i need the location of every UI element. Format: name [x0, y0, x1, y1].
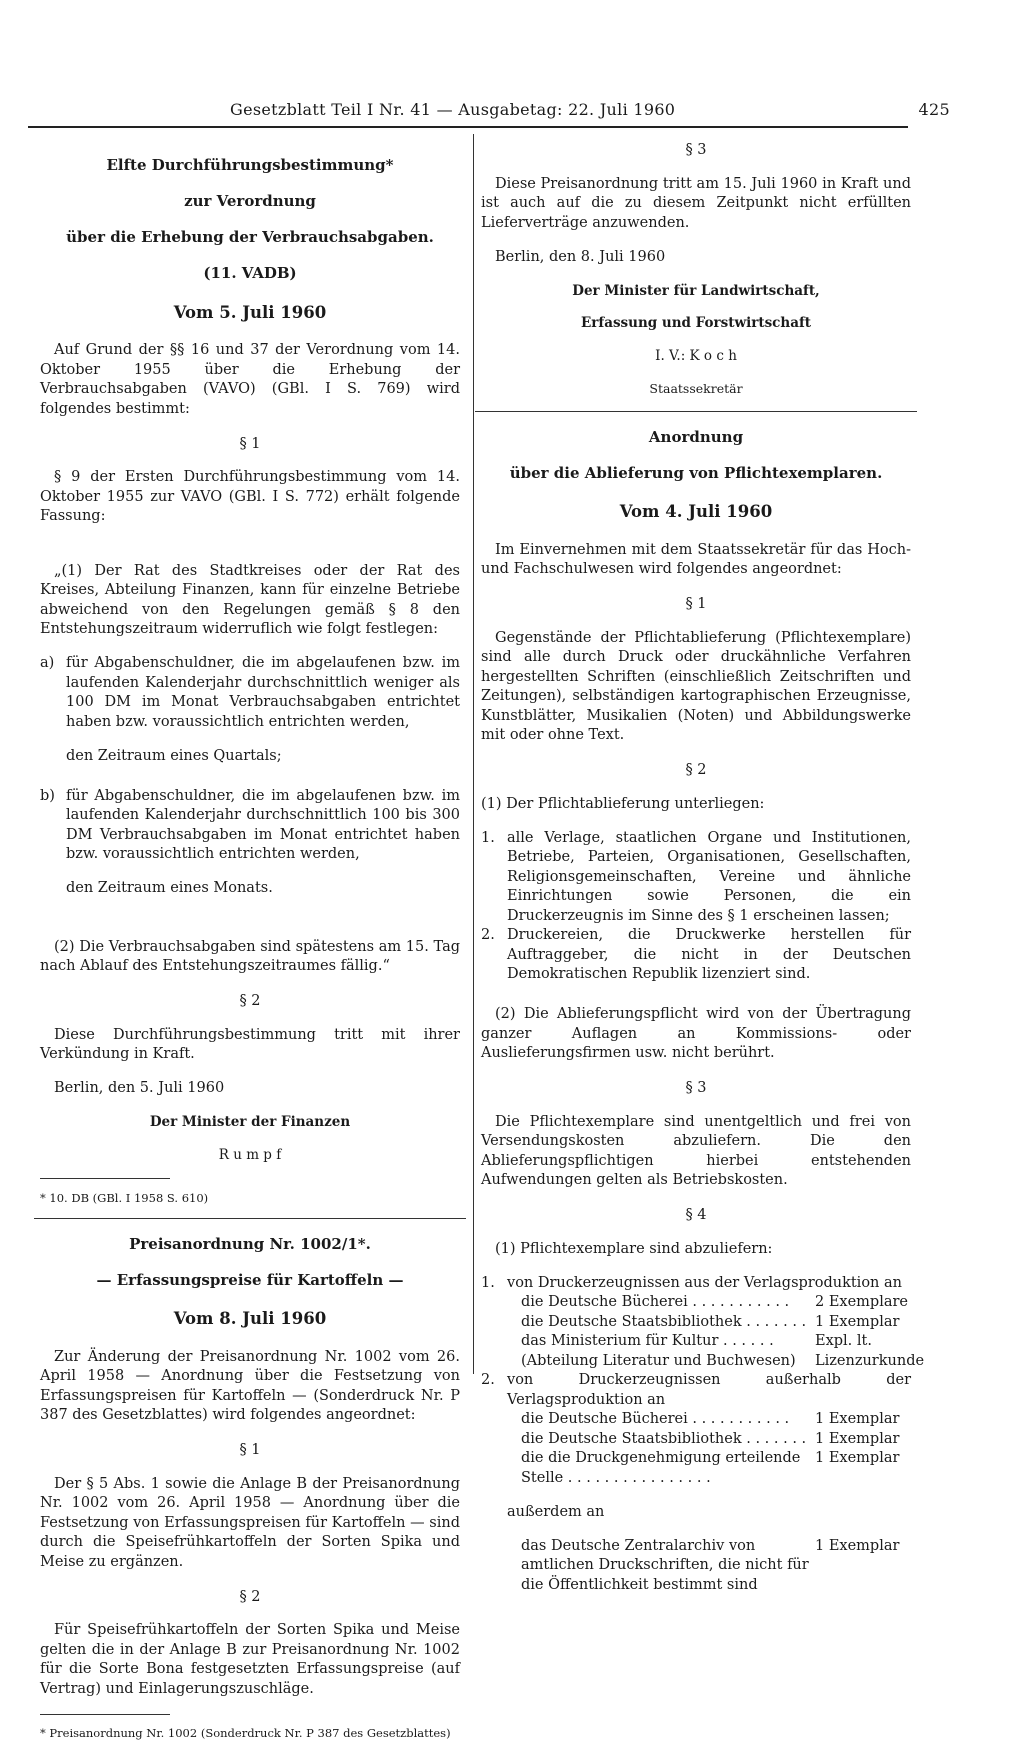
section-heading: § 2 [239, 1588, 261, 1605]
signature-title: Der Minister für Landwirtschaft, [572, 282, 820, 299]
copy-count: 1 Exemplar [815, 1537, 900, 1554]
doc-title-line2: — Erfassungspreise für Kartoffeln — [96, 1270, 404, 1289]
copy-count: 1 Exemplar [815, 1313, 900, 1330]
list-label: a) [40, 655, 55, 671]
section-heading: § 1 [239, 1442, 261, 1458]
doc-title-line2: über die Ablieferung von Pflichtexemplaren. [509, 463, 883, 482]
section-heading: § 4 [685, 1207, 707, 1223]
section-heading: § 1 [239, 435, 261, 452]
doc-title-line1: Preisanordnung Nr. 1002/1*. [129, 1234, 371, 1253]
section-paragraph: Diese Preisanordnung tritt am 15. Juli 1960 in Kraft und ist auch auf die zu diesem Zeitpunkt nicht erfüllten Lieferverträge anzuwenden. [481, 175, 911, 231]
table-row [521, 1430, 911, 1450]
intro-paragraph: Im Einvernehmen mit dem Staatssekretär für das Hoch- und Fachschulwesen wird folgendes angeordnet: [481, 541, 911, 577]
quoted-paragraph: (2) Die Verbrauchsabgaben sind spätestens am 15. Tag nach Ablauf des Entstehungszeitraumes fällig.“ [40, 938, 460, 974]
list-text: alle Verlage, staatlichen Organe und Institutionen, Betriebe, Parteien, Organisationen, Gesellschaften, Religionsgemeinschaften, Vereine und ähnliche Einrichtungen sowie Personen, die ein Druckerzeugnis im Sinne des § 1 erscheinen lassen; [507, 829, 911, 924]
doc-date: Vom 8. Juli 1960 [173, 1309, 327, 1328]
section-paragraph: Die Pflichtexemplare sind unentgeltlich und frei von Versendungskosten abzuliefern. Die den Ablieferungspflichtigen hierbei entstehenden Aufwendungen gelten als Betriebskosten. [481, 1113, 911, 1188]
header-title: Gesetzblatt Teil I Nr. 41 — Ausgabetag: 22. Juli 1960 [230, 100, 676, 119]
recipient-name: die Deutsche Staatsbibliothek . . . . . . . [521, 1313, 807, 1330]
quoted-paragraph: „(1) Der Rat des Stadtkreises oder der Rat des Kreises, Abteilung Finanzen, kann für einzelne Betriebe abweichend von den Regelungen gemäß § 8 den Entstehungszeitraum widerruflich wie folgt festlegen: [40, 562, 460, 637]
copy-count: 2 Exemplare [815, 1294, 909, 1310]
doc-title-line4: (11. VADB) [203, 264, 297, 282]
recipient-table [481, 1410, 911, 1488]
section-paragraph: § 9 der Ersten Durchführungsbestimmung vom 14. Oktober 1955 zur VAVO (GBl. I S. 772) erhält folgende Fassung: [40, 469, 460, 524]
signature-name: R u m p f [218, 1146, 282, 1163]
footnote-rule [40, 1178, 170, 1179]
section-paragraph: (2) Die Ablieferungspflicht wird von der Übertragung ganzer Auflagen an Kommissions- oder Auslieferungsfirmen usw. nicht berührt. [481, 1006, 911, 1061]
recipient-name: die Deutsche Bücherei . . . . . . . . . . . [521, 1294, 790, 1310]
section-paragraph: Diese Durchführungsbestimmung tritt mit ihrer Verkündung in Kraft. [40, 1026, 460, 1062]
doc-title-line1: Elfte Durchführungsbestimmung* [106, 156, 394, 174]
doc-date: Vom 4. Juli 1960 [619, 502, 773, 521]
list-text: Druckereien, die Druckwerke herstellen für Auftraggeber, die nicht in der Deutschen Demokratischen Republik lizenziert sind. [507, 927, 911, 982]
section-paragraph: Gegenstände der Pflichtablieferung (Pflichtexemplare) sind alle durch Druck oder druckähnliche Verfahren hergestellten Schriften (einschließlich Zeitschriften und Zeitungen), selbständigen kartographischen Erzeugnisse, Kunstblätter, Musikalien (Noten) und Abbildungswerke mit oder ohne Text. [481, 629, 911, 743]
list-label: 2. [481, 1372, 495, 1388]
copy-count: 1 Exemplar [815, 1411, 900, 1427]
list-label: 1. [481, 829, 495, 846]
section-heading: § 3 [685, 1080, 707, 1096]
section-paragraph: (1) Pflichtexemplare sind abzuliefern: [495, 1240, 773, 1257]
signature-name: I. V.: K o c h [655, 347, 737, 364]
recipient-name: die die Druckgenehmigung erteilende Stelle . . . . . . . . . . . . . . . . [521, 1450, 801, 1486]
list-label: b) [40, 787, 55, 804]
list-item [40, 787, 460, 865]
section-heading: § 1 [685, 596, 707, 612]
doc-date: Vom 5. Juli 1960 [173, 302, 327, 322]
page-number: 425 [918, 100, 950, 119]
section-heading: § 2 [685, 762, 707, 778]
section-heading: § 2 [239, 993, 261, 1009]
price-order-1002-1 [40, 1234, 460, 1742]
table-row [521, 1293, 911, 1313]
copy-count: 1 Exemplar [815, 1430, 900, 1447]
list-text: für Abgabenschuldner, die im abgelaufenen bzw. im laufenden Kalenderjahr durchschnittlich weniger als 100 DM im Monat Verbrauchsabgaben entrichtet haben bzw. voraussichtlich entrichten werden, [66, 655, 460, 730]
footnote: * 10. DB (GBl. I 1958 S. 610) [40, 1190, 209, 1205]
column-divider [473, 134, 474, 1374]
recipient-name: die Deutsche Staatsbibliothek . . . . . . . [521, 1430, 807, 1447]
section-heading: § 3 [685, 142, 707, 158]
price-order-continuation [481, 140, 911, 398]
intro-paragraph: Zur Änderung der Preisanordnung Nr. 1002 vom 26. April 1958 — Anordnung über die Festsetzung von Erfassungspreisen für Kartoffeln — (Sonderdruck Nr. P 387 des Gesetzblattes) wird folgendes angeordnet: [40, 1348, 460, 1423]
list-item [481, 1371, 911, 1410]
section-divider [475, 411, 917, 412]
list-text: von Druckerzeugnissen außerhalb der Verlagsproduktion an [507, 1372, 911, 1408]
left-column [40, 140, 460, 1753]
place-date: Berlin, den 8. Juli 1960 [495, 248, 666, 265]
additional-label: außerdem an [507, 1503, 605, 1520]
list-item [481, 829, 911, 927]
doc-title-line3: über die Erhebung der Verbrauchsabgaben. [66, 228, 434, 246]
table-row [521, 1537, 911, 1596]
list-item [481, 1274, 911, 1294]
section-paragraph: (1) Der Pflichtablieferung unterliegen: [481, 795, 765, 812]
right-column [481, 140, 925, 1595]
header-rule [28, 126, 908, 128]
recipient-table [481, 1537, 911, 1596]
list-text: für Abgabenschuldner, die im abgelaufenen bzw. im laufenden Kalenderjahr durchschnittlich 100 bis 300 DM Verbrauchsabgaben im Monat entrichtet haben bzw. voraussichtlich entrichten werden, [66, 787, 460, 862]
copy-count: Expl. lt. Lizenzurkunde [815, 1333, 925, 1369]
signature-title: Erfassung und Forstwirtschaft [580, 315, 812, 331]
section-paragraph: Für Speisefrühkartoffeln der Sorten Spika und Meise gelten die in der Anlage B zur Preisanordnung Nr. 1002 für die Sorte Bona festgesetzten Erfassungspreise (auf Vertrag) und Einlagerungszuschläge. [40, 1622, 460, 1697]
recipient-name: das Deutsche Zentralarchiv von amtlichen Druckschriften, die nicht für die Öffentlichkeit bestimmt sind [521, 1537, 809, 1593]
place-date: Berlin, den 5. Juli 1960 [54, 1080, 225, 1096]
regulation-11-vadb [40, 155, 460, 1206]
table-row [521, 1313, 911, 1333]
section-paragraph: Der § 5 Abs. 1 sowie die Anlage B der Preisanordnung Nr. 1002 vom 26. April 1958 — Anordnung über die Festsetzung von Erfassungspreisen für Kartoffeln — sind durch die Speisefrühkartoffeln der Sorten Spika und Meise zu ergänzen. [40, 1475, 460, 1570]
table-row [521, 1449, 911, 1488]
order-legal-deposit [481, 427, 925, 1596]
signature-title: Der Minister der Finanzen [149, 1114, 351, 1130]
footnote: * Preisanordnung Nr. 1002 (Sonderdruck Nr. P 387 des Gesetzblattes) [40, 1726, 451, 1740]
list-label: 2. [481, 927, 495, 943]
list-text: von Druckerzeugnissen aus der Verlagsproduktion an [507, 1274, 902, 1291]
list-label: 1. [481, 1274, 495, 1291]
table-row [521, 1332, 925, 1371]
doc-title-line1: Anordnung [648, 427, 744, 446]
intro-paragraph: Auf Grund der §§ 16 und 37 der Verordnung vom 14. Oktober 1955 über die Erhebung der Verbrauchsabgaben (VAVO) (GBl. I S. 769) wird folgendes bestimmt: [40, 342, 460, 417]
copy-count: 1 Exemplar [815, 1450, 900, 1466]
recipient-name: die Deutsche Bücherei . . . . . . . . . . . [521, 1411, 790, 1427]
section-divider [34, 1218, 466, 1219]
list-item [481, 926, 911, 985]
signature-role: Staatssekretär [649, 381, 743, 396]
recipient-name: das Ministerium für Kultur . . . . . . (Abteilung Literatur und Buchwesen) [521, 1333, 796, 1369]
page-header [230, 100, 950, 124]
doc-title-line2: zur Verordnung [184, 192, 316, 210]
recipient-table [481, 1293, 925, 1371]
footnote-rule [40, 1714, 170, 1715]
list-period: den Zeitraum eines Monats. [66, 880, 273, 896]
table-row [521, 1410, 911, 1430]
list-item [40, 654, 460, 732]
list-period: den Zeitraum eines Quartals; [66, 747, 282, 764]
